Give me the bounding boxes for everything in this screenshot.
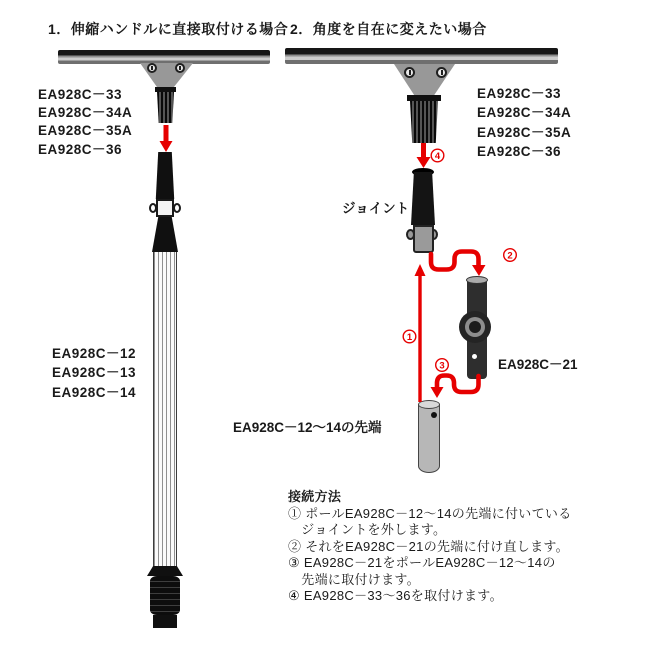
code-label: EA928C－36 <box>477 143 562 159</box>
step4-marker <box>431 149 444 162</box>
code-label: EA928C－12 <box>52 346 137 361</box>
code-label: EA928C－13 <box>52 365 137 381</box>
section2-title: 2．角度を自在に変えたい場合 <box>290 21 487 37</box>
code-label: EA928C－36 <box>38 141 123 157</box>
attach-arrow-left-head <box>160 141 173 152</box>
step2-path <box>431 252 479 270</box>
svg-text:1: 1 <box>406 332 413 343</box>
step3-marker <box>436 359 449 372</box>
swivel-part-label: EA928C－21 <box>498 357 578 372</box>
attach-arrow-right-head <box>417 157 431 168</box>
step2-marker <box>504 249 517 262</box>
step3-arrow-head <box>431 387 444 398</box>
step3-path <box>437 376 479 393</box>
instruction-line: ジョイントを外します。 <box>288 522 447 537</box>
code-label: EA928C－35A <box>38 123 133 139</box>
code-label: EA928C－34A <box>477 105 572 121</box>
instruction-line: ③ EA928C－21をポールEA928C－12～14の <box>288 555 556 570</box>
instruction-line: ① ポールEA928C－12～14の先端に付いている <box>288 505 572 521</box>
code-label: EA928C－33 <box>477 86 562 101</box>
instructions-block <box>288 489 572 605</box>
code-label: EA928C－34A <box>38 105 133 121</box>
svg-text:4: 4 <box>434 151 441 162</box>
instruction-line: ④ EA928C－33～36を取付けます。 <box>288 588 503 603</box>
svg-text:2: 2 <box>507 250 513 262</box>
step2-arrow-head <box>472 265 486 276</box>
instructions-heading: 接続方法 <box>288 489 342 504</box>
section1-title: 1．伸縮ハンドルに直接取付ける場合 <box>48 21 289 37</box>
code-label: EA928C－14 <box>52 384 137 400</box>
svg-text:3: 3 <box>439 360 445 372</box>
pole-tip-label: EA928C－12～14の先端 <box>233 420 382 435</box>
instruction-line: 先端に取付けます。 <box>288 571 420 587</box>
step1-arrow-head <box>415 264 426 276</box>
step1-marker <box>403 330 416 343</box>
joint-label: ジョイント <box>342 201 410 216</box>
code-label: EA928C－35A <box>477 124 572 140</box>
code-label: EA928C－33 <box>38 87 123 102</box>
instruction-line: ② それをEA928C－21の先端に付け直します。 <box>288 538 569 554</box>
